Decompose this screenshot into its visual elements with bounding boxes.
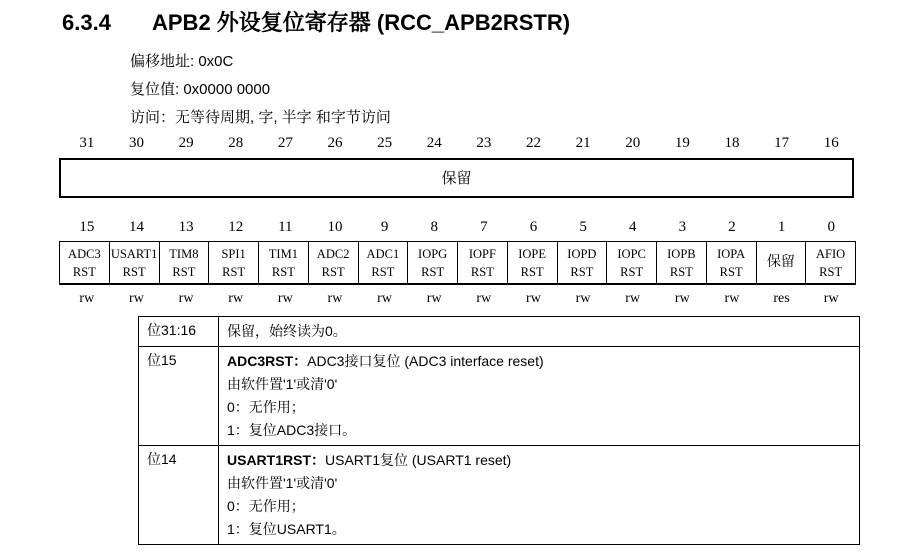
field-label: ADC1 bbox=[366, 246, 400, 261]
field-label: IOPF bbox=[468, 246, 496, 261]
field-label: TIM1 bbox=[268, 246, 298, 261]
bit-number: 17 bbox=[774, 135, 790, 151]
access-type: rw bbox=[426, 291, 442, 306]
bit-number: 29 bbox=[178, 135, 194, 151]
bit-number: 30 bbox=[128, 135, 144, 151]
bit-number: 0 bbox=[827, 219, 835, 235]
description-line: 由软件置'1'或清'0' bbox=[227, 376, 338, 392]
bit-range: 位14 bbox=[139, 446, 219, 545]
register-field-cell bbox=[358, 242, 408, 283]
field-label: IOPD bbox=[567, 246, 597, 261]
field-label-suffix: RST bbox=[570, 264, 594, 279]
bit-number: 12 bbox=[228, 219, 244, 235]
register-field-cell bbox=[507, 242, 557, 283]
bit-number: 28 bbox=[228, 135, 244, 151]
register-field-cell bbox=[109, 242, 159, 283]
description-line: 1：复位ADC3接口。 bbox=[227, 422, 357, 438]
bit-range: 位31:16 bbox=[139, 317, 219, 347]
register-field-cell bbox=[606, 242, 656, 283]
description-line: 由软件置'1'或清'0' bbox=[227, 475, 338, 491]
field-label: ADC2 bbox=[316, 246, 350, 261]
reserved-field-upper: 保留 bbox=[59, 158, 854, 198]
bit-number: 18 bbox=[724, 135, 740, 151]
bit-range: 位15 bbox=[139, 347, 219, 446]
bit-number: 5 bbox=[579, 219, 587, 235]
field-label: AFIO bbox=[816, 246, 846, 261]
field-summary: ADC3接口复位 (ADC3 interface reset) bbox=[307, 353, 544, 369]
field-label: ADC3 bbox=[68, 246, 101, 261]
field-description-table bbox=[138, 316, 860, 545]
offset-address: 偏移地址: 0x0C bbox=[130, 53, 234, 70]
register-field-cell bbox=[756, 242, 806, 283]
field-label-suffix: RST bbox=[620, 264, 644, 279]
bit-number: 14 bbox=[128, 219, 144, 235]
access-type: rw bbox=[178, 291, 194, 306]
table-row bbox=[139, 347, 860, 446]
field-label-suffix: RST bbox=[421, 264, 445, 279]
description-line: 0：无作用； bbox=[227, 399, 305, 415]
field-label-suffix: RST bbox=[321, 264, 345, 279]
bit-number: 22 bbox=[525, 135, 541, 151]
field-label: SPI1 bbox=[221, 246, 246, 261]
field-label-suffix: RST bbox=[520, 264, 544, 279]
access-type: rw bbox=[277, 291, 293, 306]
bit-number: 26 bbox=[327, 135, 343, 151]
access-info: 访问：无等待周期, 字, 半字 和字节访问 bbox=[130, 109, 391, 126]
bit-number: 9 bbox=[380, 219, 389, 235]
access-type: rw bbox=[724, 291, 740, 306]
field-label-suffix: RST bbox=[172, 264, 196, 279]
bit-number: 3 bbox=[678, 219, 687, 235]
access-type: rw bbox=[327, 291, 343, 306]
register-field-cell bbox=[59, 242, 109, 283]
field-summary: USART1复位 (USART1 reset) bbox=[325, 452, 512, 468]
field-description bbox=[219, 347, 860, 446]
field-label-suffix: RST bbox=[669, 264, 693, 279]
field-label-suffix: RST bbox=[122, 264, 146, 279]
field-description bbox=[219, 446, 860, 545]
bit-number: 25 bbox=[377, 135, 393, 151]
bit-number: 24 bbox=[426, 135, 442, 151]
field-label-suffix: RST bbox=[72, 264, 96, 279]
register-field-cell bbox=[407, 242, 457, 283]
register-field-cell bbox=[805, 242, 856, 283]
field-label-suffix: RST bbox=[470, 264, 494, 279]
bit-number: 19 bbox=[674, 135, 690, 151]
field-name: ADC3RST： bbox=[227, 353, 308, 369]
access-type: rw bbox=[575, 291, 591, 306]
section-heading bbox=[62, 6, 570, 37]
table-row bbox=[139, 446, 860, 545]
bit-number: 4 bbox=[628, 219, 637, 235]
field-summary: 保留，始终读为0。 bbox=[227, 323, 347, 339]
access-type: rw bbox=[625, 291, 641, 306]
access-type: res bbox=[773, 291, 790, 306]
access-type: rw bbox=[526, 291, 541, 306]
description-line: 0：无作用； bbox=[227, 498, 305, 514]
bit-number: 15 bbox=[79, 219, 95, 235]
register-field-cell bbox=[457, 242, 507, 283]
lower-bit-numbers bbox=[62, 219, 856, 236]
section-title: APB2 外设复位寄存器 (RCC_APB2RSTR) bbox=[152, 10, 571, 35]
field-label-suffix: RST bbox=[222, 264, 246, 279]
access-type: rw bbox=[823, 291, 839, 306]
bit-number: 7 bbox=[480, 219, 488, 235]
bit-number: 11 bbox=[278, 219, 293, 235]
section-number: 6.3.4 bbox=[62, 10, 111, 35]
reset-value: 复位值: 0x0000 0000 bbox=[130, 81, 271, 98]
bit-number: 6 bbox=[529, 219, 538, 235]
table-row bbox=[139, 317, 860, 347]
field-label-suffix: RST bbox=[719, 264, 743, 279]
bit-number: 13 bbox=[178, 219, 194, 235]
field-label: IOPA bbox=[717, 246, 746, 261]
field-label: TIM8 bbox=[169, 246, 199, 261]
bit-number: 21 bbox=[575, 135, 591, 151]
field-label-suffix: RST bbox=[371, 264, 395, 279]
access-type: rw bbox=[674, 291, 690, 306]
register-field-cell bbox=[706, 242, 756, 283]
register-field-cell bbox=[208, 242, 258, 283]
register-field-cell bbox=[258, 242, 308, 283]
access-type: rw bbox=[129, 291, 144, 306]
field-label: IOPC bbox=[617, 246, 646, 261]
field-label-suffix: RST bbox=[819, 264, 843, 279]
access-type: rw bbox=[228, 291, 244, 306]
register-field-cell bbox=[308, 242, 358, 283]
access-types bbox=[62, 291, 856, 307]
access-type: rw bbox=[377, 291, 392, 306]
bit-number: 31 bbox=[79, 135, 95, 151]
register-field-cell bbox=[557, 242, 607, 283]
field-label: IOPB bbox=[667, 246, 696, 261]
field-label: USART1 bbox=[110, 246, 158, 261]
register-fields bbox=[59, 241, 856, 285]
bit-number: 10 bbox=[327, 219, 343, 235]
field-label: 保留 bbox=[766, 254, 795, 270]
bit-number: 16 bbox=[823, 135, 839, 151]
field-label-suffix: RST bbox=[271, 264, 295, 279]
field-description bbox=[219, 317, 860, 347]
field-label: IOPG bbox=[418, 246, 448, 261]
field-label: IOPE bbox=[518, 246, 547, 261]
register-field-cell bbox=[656, 242, 706, 283]
bit-number: 20 bbox=[625, 135, 641, 151]
access-type: rw bbox=[79, 291, 95, 306]
bit-number: 1 bbox=[777, 219, 786, 235]
description-line: 1：复位USART1。 bbox=[227, 521, 346, 537]
upper-bit-numbers bbox=[62, 135, 856, 152]
bit-number: 8 bbox=[430, 219, 438, 235]
bit-number: 27 bbox=[277, 135, 293, 151]
register-field-cell bbox=[159, 242, 209, 283]
field-name: USART1RST： bbox=[227, 452, 326, 468]
bit-number: 2 bbox=[728, 219, 736, 235]
access-type: rw bbox=[476, 291, 492, 306]
bit-number: 23 bbox=[476, 135, 492, 151]
